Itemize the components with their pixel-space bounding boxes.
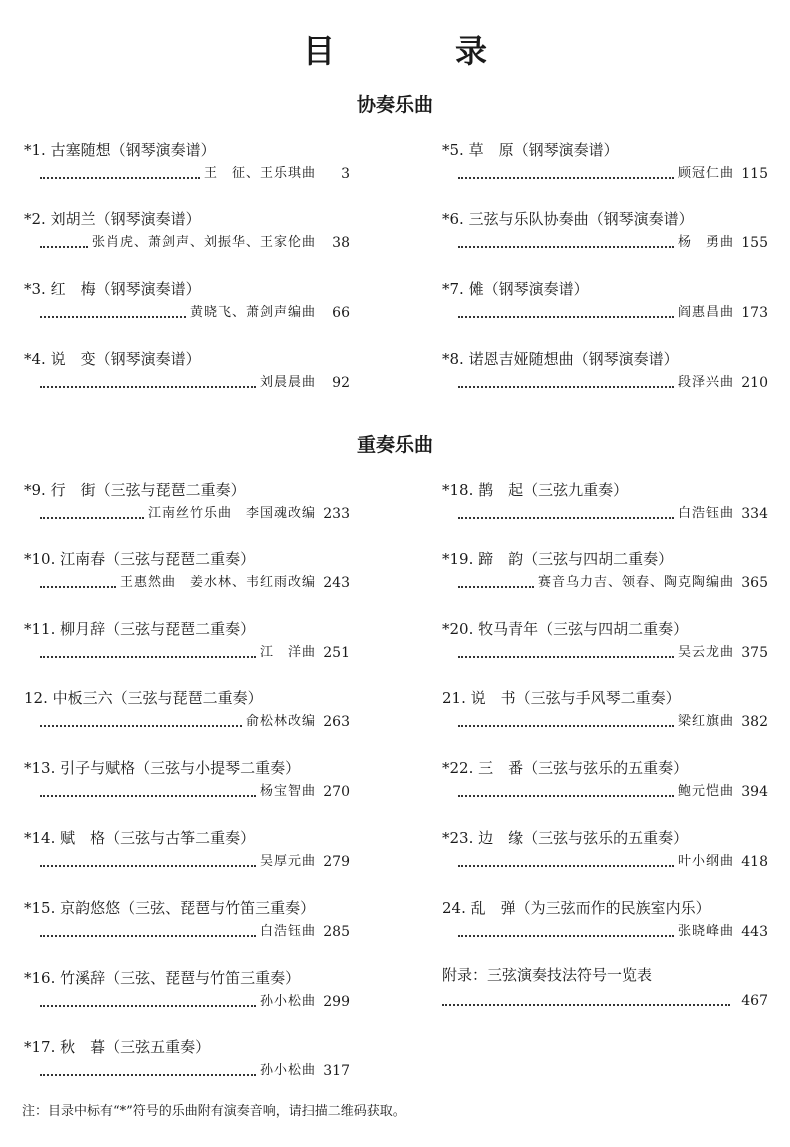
entry-credit: 白浩钰曲 <box>677 506 734 521</box>
leader-dots <box>458 517 674 519</box>
section-title-concerto: 协奏乐曲 <box>356 94 433 116</box>
footnote: 注：目录中标有“*”符号的乐曲附有演奏音响，请扫描二维码获取。 <box>22 1104 406 1119</box>
entry-title: *14. 赋 格（三弦与古筝二重奏） <box>24 829 256 847</box>
page-number: 66 <box>332 305 350 321</box>
toc-entry[interactable] <box>442 549 768 609</box>
entry-title: *11. 柳月辞（三弦与琵琶二重奏） <box>24 620 256 638</box>
entry-credit: 白浩钰曲 <box>259 924 316 939</box>
entry-credit: 孙小松曲 <box>259 994 316 1009</box>
entry-credit: 赛音乌力吉、领春、陶克陶编曲 <box>537 575 734 590</box>
entry-credit: 段泽兴曲 <box>677 375 734 390</box>
page-number: 418 <box>741 854 768 870</box>
leader-dots <box>458 795 674 797</box>
page-number: 155 <box>741 235 768 251</box>
toc-entry[interactable] <box>24 279 350 339</box>
entry-credit: 叶小纲曲 <box>677 854 734 869</box>
toc-entry[interactable] <box>24 1037 350 1097</box>
entry-title: *23. 边 缘（三弦与弦乐的五重奏） <box>442 829 689 847</box>
entry-title: *15. 京韵悠悠（三弦、琵琶与竹笛三重奏） <box>24 899 316 917</box>
leader-dots <box>458 316 674 318</box>
toc-entry[interactable] <box>24 619 350 679</box>
page-number: 279 <box>323 854 350 870</box>
entry-title: *7. 傩（钢琴演奏谱） <box>442 280 589 298</box>
page-number: 263 <box>323 714 350 730</box>
entry-credit: 王 征、王乐琪曲 <box>203 166 316 181</box>
toc-entry-appendix[interactable] <box>442 965 768 1025</box>
entry-title: *17. 秋 暮（三弦五重奏） <box>24 1038 211 1056</box>
leader-dots <box>40 725 242 727</box>
entry-credit: 阎惠昌曲 <box>677 305 734 320</box>
leader-dots <box>40 316 186 318</box>
entry-credit: 吴云龙曲 <box>677 645 734 660</box>
entry-credit: 鲍元恺曲 <box>677 784 734 799</box>
page-number: 467 <box>741 993 768 1009</box>
toc-entry[interactable] <box>24 688 350 748</box>
entry-credit: 顾冠仁曲 <box>677 166 734 181</box>
toc-entry[interactable] <box>442 898 768 958</box>
page-number: 115 <box>741 166 768 182</box>
leader-dots <box>40 177 200 179</box>
page-number: 251 <box>323 645 350 661</box>
page-number: 173 <box>741 305 768 321</box>
leader-dots <box>40 386 256 388</box>
entry-credit: 黄晓飞、萧剑声编曲 <box>189 305 316 320</box>
entry-credit: 梁红旗曲 <box>677 714 734 729</box>
entry-title: *18. 鹊 起（三弦九重奏） <box>442 481 629 499</box>
leader-dots <box>40 865 256 867</box>
entry-title: *16. 竹溪辞（三弦、琵琶与竹笛三重奏） <box>24 969 301 987</box>
toc-entry[interactable] <box>442 140 768 200</box>
toc-entry[interactable] <box>442 349 768 409</box>
entry-credit: 江 洋曲 <box>259 645 316 660</box>
page-number: 382 <box>741 714 768 730</box>
page-number: 270 <box>323 784 350 800</box>
page-number: 394 <box>741 784 768 800</box>
toc-entry[interactable] <box>442 828 768 888</box>
leader-dots <box>40 586 116 588</box>
leader-dots <box>458 865 674 867</box>
toc-entry[interactable] <box>24 209 350 269</box>
leader-dots <box>442 1004 730 1006</box>
leader-dots <box>458 246 674 248</box>
page-number: 233 <box>323 506 350 522</box>
entry-credit: 孙小松曲 <box>259 1063 316 1078</box>
page-number: 243 <box>323 575 350 591</box>
toc-entry[interactable] <box>442 758 768 818</box>
entry-title: *10. 江南春（三弦与琵琶二重奏） <box>24 550 256 568</box>
entry-credit: 杨 勇曲 <box>677 235 734 250</box>
entry-credit: 刘晨晨曲 <box>259 375 316 390</box>
entry-title: 附录：三弦演奏技法符号一览表 <box>442 966 653 984</box>
leader-dots <box>458 725 674 727</box>
toc-entry[interactable] <box>442 480 768 540</box>
entry-credit: 王惠然曲 姜水林、韦红雨改编 <box>119 575 316 590</box>
page-number: 285 <box>323 924 350 940</box>
page-number: 3 <box>341 166 350 182</box>
entry-title: *1. 古塞随想（钢琴演奏谱） <box>24 141 216 159</box>
toc-entry[interactable] <box>24 758 350 818</box>
leader-dots <box>458 586 534 588</box>
leader-dots <box>40 795 256 797</box>
toc-entry[interactable] <box>24 828 350 888</box>
toc-entry[interactable] <box>442 209 768 269</box>
entry-credit: 吴厚元曲 <box>259 854 316 869</box>
leader-dots <box>40 1074 256 1076</box>
page-number: 38 <box>332 235 350 251</box>
entry-title: 12. 中板三六（三弦与琵琶二重奏） <box>24 689 263 707</box>
section-title-ensemble: 重奏乐曲 <box>356 434 433 456</box>
page-number: 443 <box>741 924 768 940</box>
toc-entry[interactable] <box>442 619 768 679</box>
page-number: 334 <box>741 506 768 522</box>
page-number: 299 <box>323 994 350 1010</box>
toc-entry[interactable] <box>24 480 350 540</box>
entry-title: *4. 说 变（钢琴演奏谱） <box>24 350 201 368</box>
entry-title: *3. 红 梅（钢琴演奏谱） <box>24 280 201 298</box>
toc-entry[interactable] <box>24 140 350 200</box>
page-number: 92 <box>332 375 350 391</box>
entry-title: 24. 乱 弹（为三弦而作的民族室内乐） <box>442 899 711 917</box>
leader-dots <box>458 177 674 179</box>
entry-title: *6. 三弦与乐队协奏曲（钢琴演奏谱） <box>442 210 694 228</box>
page-number: 375 <box>741 645 768 661</box>
entry-title: *2. 刘胡兰（钢琴演奏谱） <box>24 210 201 228</box>
entry-credit: 张肖虎、萧剑声、刘振华、王家伦曲 <box>91 235 316 250</box>
page-number: 365 <box>741 575 768 591</box>
toc-title: 目 录 <box>302 32 531 70</box>
leader-dots <box>458 386 674 388</box>
entry-title: *8. 诺恩吉娅随想曲（钢琴演奏谱） <box>442 350 679 368</box>
page-number: 210 <box>741 375 768 391</box>
entry-title: *9. 行 街（三弦与琵琶二重奏） <box>24 481 246 499</box>
leader-dots <box>40 517 144 519</box>
page-number: 317 <box>323 1063 350 1079</box>
leader-dots <box>458 656 674 658</box>
entry-title: *13. 引子与赋格（三弦与小提琴二重奏） <box>24 759 301 777</box>
entry-credit: 江南丝竹乐曲 李国魂改编 <box>147 506 316 521</box>
toc-entry[interactable] <box>442 688 768 748</box>
entry-title: *5. 草 原（钢琴演奏谱） <box>442 141 619 159</box>
toc-entry[interactable] <box>24 549 350 609</box>
leader-dots <box>40 246 88 248</box>
leader-dots <box>40 1005 256 1007</box>
entry-title: *22. 三 番（三弦与弦乐的五重奏） <box>442 759 689 777</box>
entry-title: *19. 蹄 韵（三弦与四胡二重奏） <box>442 550 674 568</box>
entry-credit: 俞松林改编 <box>245 714 316 729</box>
leader-dots <box>40 935 256 937</box>
entry-credit: 张晓峰曲 <box>677 924 734 939</box>
entry-title: *20. 牧马青年（三弦与四胡二重奏） <box>442 620 689 638</box>
entry-title: 21. 说 书（三弦与手风琴二重奏） <box>442 689 681 707</box>
leader-dots <box>458 935 674 937</box>
toc-entry[interactable] <box>24 349 350 409</box>
leader-dots <box>40 656 256 658</box>
toc-entry[interactable] <box>442 279 768 339</box>
toc-entry[interactable] <box>24 898 350 958</box>
entry-credit: 杨宝智曲 <box>259 784 316 799</box>
toc-entry[interactable] <box>24 968 350 1028</box>
